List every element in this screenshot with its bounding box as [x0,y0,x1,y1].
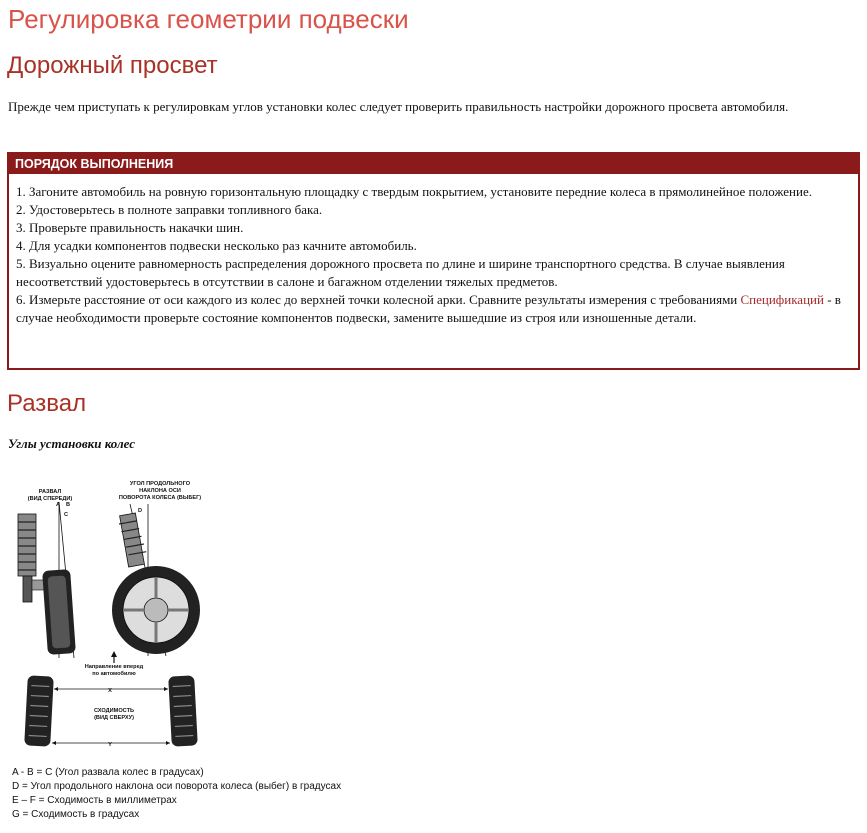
legend-item-4: G = Сходимость в градусах [12,809,140,820]
caster-side-view-drawing [112,504,200,656]
procedure-steps [9,174,858,327]
procedure-step-2: 2. Удостоверьтесь в полноте заправки топливного бака. [16,202,323,217]
toe-label-2: (ВИД СВЕРХУ) [94,715,134,721]
caster-label-3: ПОВОРОТА КОЛЕСА (ВЫБЕГ) [118,495,202,501]
figure-subtitle: Углы установки колес [8,436,136,451]
direction-arrow [85,651,144,677]
camber-front-view-drawing [18,502,76,658]
letter-d: D [138,508,143,514]
procedure-step-6-text: 6. Измерьте расстояние от оси каждого из колес до верхней точки колесной арки. Сравните результаты измерения с требованиями [16,292,741,307]
legend-item-3: E – F = Сходимость в миллиметрах [12,795,177,806]
clearance-intro: Прежде чем приступать к регулировкам углов установки колес следует проверить правильность настройки дорожного просвета автомобиля. [8,99,789,114]
toe-top-view-drawing [24,675,198,748]
toe-label-1: СХОДИМОСТЬ [93,708,135,714]
section-heading-camber: Развал [7,390,87,417]
procedure-step-3: 3. Проверьте правильность накачки шин. [16,220,244,235]
direction-label-1: Направление вперед [84,664,144,670]
direction-label-2: по автомобилю [92,671,136,677]
procedure-header: ПОРЯДОК ВЫПОЛНЕНИЯ [9,154,858,174]
specifications-link[interactable]: Спецификаций [740,292,824,307]
procedure-step-1: 1. Загоните автомобиль на ровную горизонтальную площадку с твердым покрытием, установите передние колеса в прямолинейное положение. [16,184,812,199]
caster-label-1: УГОЛ ПРОДОЛЬНОГО [129,481,191,487]
letter-b: B [66,502,71,508]
section-heading-clearance: Дорожный просвет [7,52,218,79]
letter-y: Y [108,742,112,748]
camber-label-1: РАЗВАЛ [38,489,62,495]
letter-x: X [108,688,112,694]
letter-a: A [56,502,61,508]
wheel-alignment-illustration [10,480,210,758]
procedure-step-6-text-end: - в случае необходимости проверьте состояние компонентов подвески, замените вышедшие из строя или изношенные детали. [16,292,841,325]
procedure-box [7,152,860,370]
procedure-step-4: 4. Для усадки компонентов подвески несколько раз качните автомобиль. [16,238,417,253]
page-title: Регулировка геометрии подвески [8,4,409,34]
legend-item-2: D = Угол продольного наклона оси поворота колеса (выбег) в градусах [12,781,342,792]
wheel-alignment-figure [10,480,210,758]
procedure-step-6 [16,291,848,327]
figure-legend [12,766,341,822]
procedure-step-5: 5. Визуально оцените равномерность распределения дорожного просвета по длине и ширине транспортного средства. В случае выявления несоответствий удостоверьтесь в отсутствии в салоне и багажном отделении тяжелых предметов. [16,256,785,289]
legend-item-1: A - B = C (Угол развала колес в градусах) [12,767,204,778]
letter-c: C [64,512,69,518]
caster-label-2: НАКЛОНА ОСИ [139,488,181,494]
camber-label-2: (ВИД СПЕРЕДИ) [27,496,73,502]
